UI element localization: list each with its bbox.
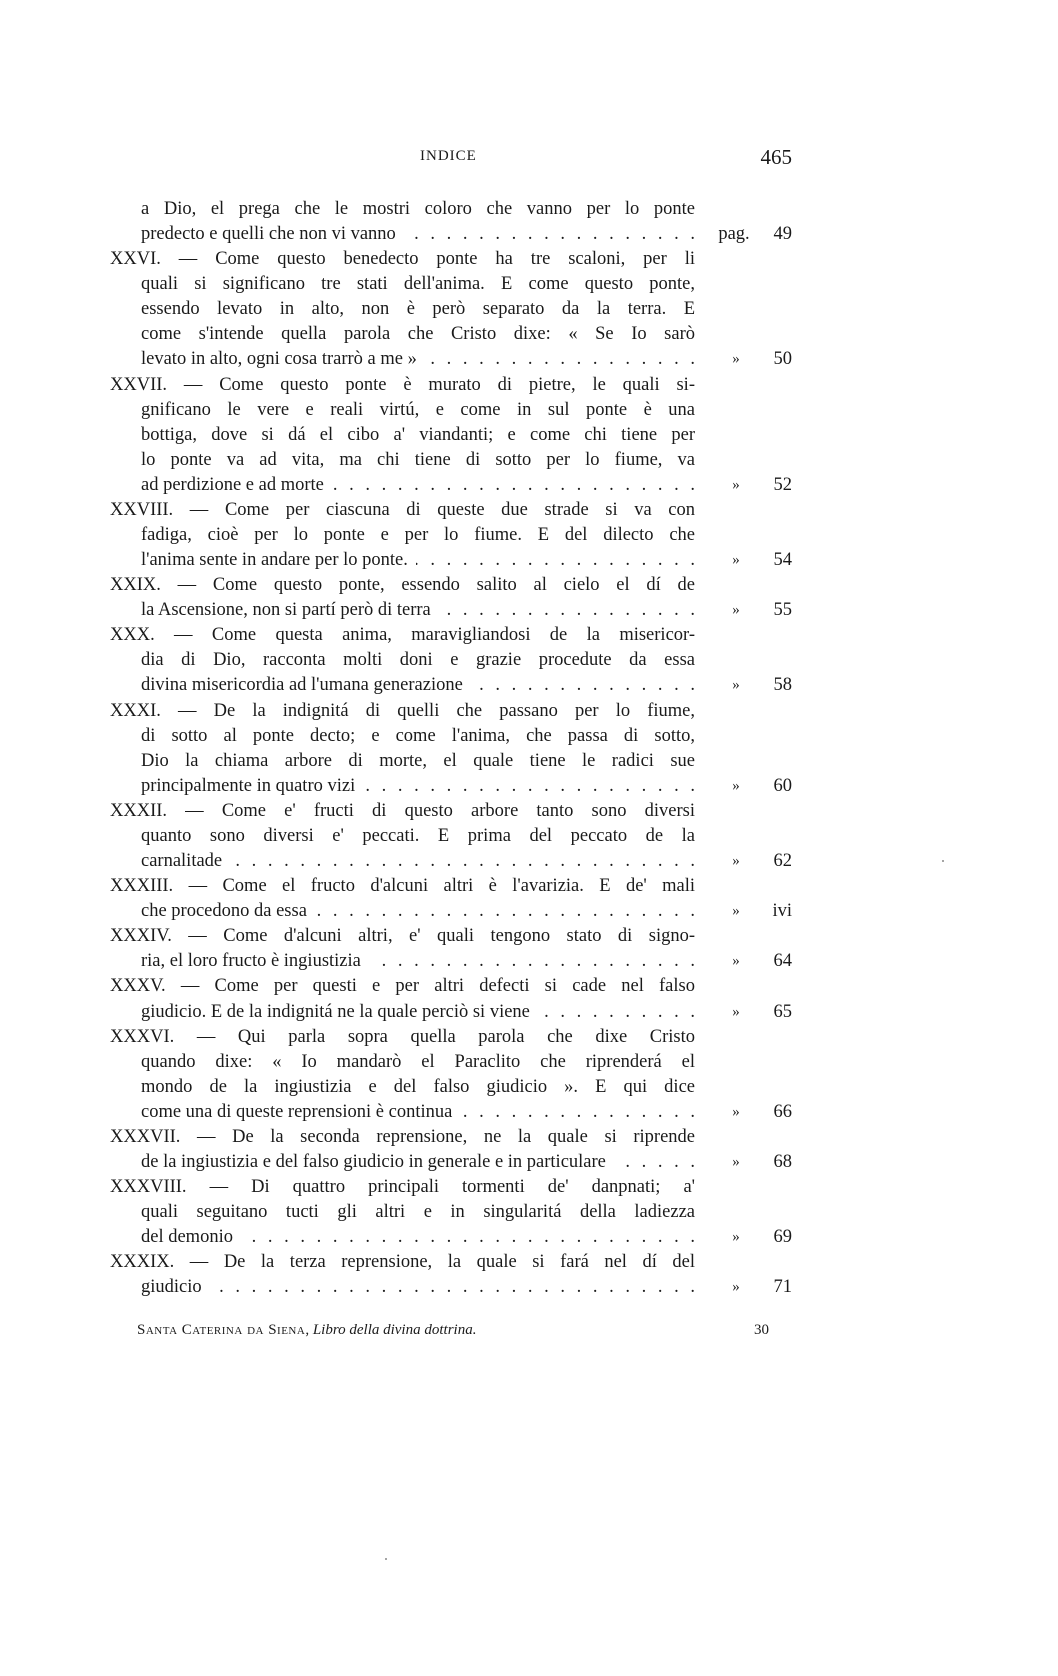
index-entry-line bbox=[110, 1075, 800, 1100]
scan-speck bbox=[385, 1558, 387, 1560]
entry-line-text: Come questo benedecto ponte ha tre scaloni, per li bbox=[215, 249, 695, 270]
index-entry-line bbox=[110, 473, 800, 498]
entry-text bbox=[141, 673, 695, 698]
entry-text bbox=[141, 448, 695, 473]
entry-text bbox=[110, 1125, 695, 1150]
entry-line-text: ad perdizione e ad morte bbox=[141, 474, 324, 495]
entry-page-number: 69 bbox=[773, 1227, 792, 1248]
running-head bbox=[0, 145, 1058, 171]
entry-text bbox=[110, 373, 695, 398]
index-entry-line bbox=[110, 297, 800, 322]
entry-text bbox=[141, 523, 695, 548]
index-entry-line bbox=[110, 423, 800, 448]
index-entry-line bbox=[110, 974, 800, 999]
entry-page-number: 54 bbox=[773, 550, 792, 571]
entry-text bbox=[110, 573, 695, 598]
footer-author: Santa Caterina da Siena bbox=[137, 1322, 306, 1338]
entry-line-text: divina misericordia ad l'umana generazione bbox=[141, 675, 463, 696]
page-marker: » bbox=[732, 953, 740, 970]
page-marker: » bbox=[732, 1103, 740, 1120]
entry-line-text: la Ascensione, non si partí però di terra bbox=[141, 600, 431, 621]
dot-leader bbox=[439, 598, 695, 623]
index-entry-line bbox=[110, 1100, 800, 1125]
entry-page-number: 71 bbox=[773, 1277, 792, 1298]
index-entry-line bbox=[110, 573, 800, 598]
running-head-title: INDICE bbox=[420, 148, 477, 164]
page-marker: » bbox=[732, 476, 740, 493]
index-entry-line bbox=[110, 1050, 800, 1075]
chapter-number: XXXV. — bbox=[110, 976, 200, 997]
entry-line-text: Come per ciascuna di queste due strade si va con bbox=[224, 499, 696, 520]
index-entry-line bbox=[110, 523, 800, 548]
chapter-number: XXXIX. — bbox=[110, 1252, 209, 1273]
page-number: 465 bbox=[760, 145, 792, 169]
page-marker: » bbox=[732, 552, 740, 569]
index-entry-line bbox=[110, 272, 800, 297]
dot-leader bbox=[425, 347, 695, 372]
entry-page-number: 49 bbox=[773, 224, 792, 245]
index-entry-line bbox=[110, 924, 800, 949]
entry-text bbox=[141, 1000, 695, 1025]
chapter-number: XXVIII. — bbox=[110, 499, 209, 520]
entry-page-number: 50 bbox=[773, 349, 792, 370]
index-entry-line bbox=[110, 322, 800, 347]
entry-line-text: carnalitade bbox=[141, 851, 223, 872]
index-entry-line bbox=[110, 498, 800, 523]
entry-page-number: 65 bbox=[773, 1001, 792, 1022]
entry-text bbox=[110, 799, 695, 824]
chapter-number: XXXI. — bbox=[110, 700, 197, 721]
index-entry-line bbox=[110, 1275, 800, 1300]
entry-line-text: De la seconda reprensione, ne la quale si riprende bbox=[232, 1126, 696, 1147]
index-entry-line bbox=[110, 874, 800, 899]
page-marker: » bbox=[732, 777, 740, 794]
page-marker: » bbox=[732, 351, 740, 368]
entry-line-text: quali si significano tre stati dell'anima. E come questo ponte, bbox=[141, 274, 695, 295]
entry-text bbox=[141, 423, 695, 448]
index-entry-line bbox=[110, 373, 800, 398]
chapter-number: XXXVI. — bbox=[110, 1026, 216, 1047]
dot-leader bbox=[614, 1150, 695, 1175]
index-entry-line bbox=[110, 1000, 800, 1025]
entry-text bbox=[110, 874, 695, 899]
footer-book-title: Libro della divina dottrina. bbox=[312, 1322, 477, 1338]
entry-text bbox=[141, 1050, 695, 1075]
entry-line-text: Di quattro principali tormenti de' danpnati; a' bbox=[251, 1177, 695, 1198]
dot-leader bbox=[460, 1100, 695, 1125]
entry-page-number: 60 bbox=[773, 775, 792, 796]
entry-text bbox=[141, 347, 695, 372]
entry-text bbox=[110, 699, 695, 724]
entry-text bbox=[141, 548, 695, 573]
entry-line-text: mondo de la ingiustizia e del falso giudicio ». E qui dice bbox=[141, 1076, 695, 1097]
index-entry-line bbox=[110, 623, 800, 648]
index-entry-line bbox=[110, 347, 800, 372]
entry-line-text: bottiga, dove si dá el cibo a' viandanti; e come chi tiene per bbox=[141, 424, 695, 445]
entry-page-number: 62 bbox=[773, 851, 792, 872]
entry-line-text: De la terza reprensione, la quale si fará nel dí del bbox=[223, 1252, 696, 1273]
entry-line-text: del demonio bbox=[141, 1227, 233, 1248]
index-entry-line bbox=[110, 699, 800, 724]
entry-line-text: quanto sono diversi e' peccati. E prima del peccato de la bbox=[141, 825, 695, 846]
index-entry-line bbox=[110, 398, 800, 423]
entry-page-number: 68 bbox=[773, 1151, 792, 1172]
dot-leader bbox=[538, 1000, 695, 1025]
entry-text bbox=[110, 1175, 695, 1200]
table-of-contents bbox=[110, 197, 800, 1300]
entry-line-text: di sotto al ponte decto; e come l'anima, che passa di sotto, bbox=[141, 725, 695, 746]
index-entry-line bbox=[110, 899, 800, 924]
dot-leader bbox=[315, 899, 695, 924]
entry-line-text: gnificano le vere e reali virtú, e come in sul ponte è una bbox=[141, 399, 695, 420]
index-entry-line bbox=[110, 774, 800, 799]
scan-speck bbox=[942, 860, 944, 862]
dot-leader bbox=[210, 1275, 695, 1300]
index-entry-line bbox=[110, 222, 800, 247]
dot-leader bbox=[230, 849, 695, 874]
entry-text bbox=[110, 1025, 695, 1050]
index-entry-line bbox=[110, 799, 800, 824]
dot-leader bbox=[416, 548, 695, 573]
entry-line-text: Come questo ponte, essendo salito al cielo el dí de bbox=[212, 575, 695, 596]
entry-line-text: giudicio. E de la indignitá ne la quale perciò si viene bbox=[141, 1001, 530, 1022]
entry-line-text: Come per questi e per altri defecti si cade nel falso bbox=[214, 976, 695, 997]
dot-leader bbox=[404, 222, 695, 247]
entry-text bbox=[110, 498, 695, 523]
entry-text bbox=[141, 1275, 695, 1300]
entry-line-text: Come questa anima, maravigliandosi de la misericor- bbox=[211, 625, 695, 646]
entry-text bbox=[110, 924, 695, 949]
page-marker: » bbox=[732, 1279, 740, 1296]
chapter-number: XXVI. — bbox=[110, 249, 198, 270]
page-marker: pag. bbox=[718, 224, 750, 245]
entry-line-text: lo ponte va ad vita, ma chi tiene di sotto per lo fiume, va bbox=[141, 449, 695, 470]
index-entry-line bbox=[110, 949, 800, 974]
page-marker: » bbox=[732, 1229, 740, 1246]
entry-text bbox=[141, 1100, 695, 1125]
index-entry-line bbox=[110, 1250, 800, 1275]
page-marker: » bbox=[732, 903, 740, 920]
chapter-number: XXXIII. — bbox=[110, 876, 208, 897]
entry-text bbox=[141, 749, 695, 774]
entry-text bbox=[141, 1150, 695, 1175]
entry-line-text: come una di queste reprensioni è continua bbox=[141, 1101, 453, 1122]
entry-text bbox=[141, 222, 695, 247]
index-entry-line bbox=[110, 849, 800, 874]
chapter-number: XXVII. — bbox=[110, 374, 203, 395]
entry-text bbox=[141, 398, 695, 423]
entry-line-text: de la ingiustizia e del falso giudicio in generale e in particulare bbox=[141, 1151, 606, 1172]
entry-line-text: ria, el loro fructo è ingiustizia bbox=[141, 951, 361, 972]
entry-text bbox=[141, 1075, 695, 1100]
index-entry-line bbox=[110, 1025, 800, 1050]
entry-line-text: quando dixe: « Io mandarò el Paraclito che riprenderá el bbox=[141, 1051, 695, 1072]
entry-page-number: 58 bbox=[773, 675, 792, 696]
entry-line-text: dia di Dio, racconta molti doni e grazie procedute da essa bbox=[141, 650, 695, 671]
entry-line-text: De la indignitá di quelli che passano per lo fiume, bbox=[213, 700, 695, 721]
entry-line-text: che procedono da essa bbox=[141, 901, 307, 922]
entry-text bbox=[141, 197, 695, 222]
entry-text bbox=[110, 1250, 695, 1275]
index-entry-line bbox=[110, 247, 800, 272]
entry-page-number: 66 bbox=[773, 1101, 792, 1122]
index-entry-line bbox=[110, 1125, 800, 1150]
entry-line-text: a Dio, el prega che le mostri coloro che vanno per lo ponte bbox=[141, 199, 695, 219]
chapter-number: XXXVIII. — bbox=[110, 1177, 229, 1198]
entry-text bbox=[141, 824, 695, 849]
index-entry-line bbox=[110, 749, 800, 774]
entry-line-text: come s'intende quella parola che Cristo dixe: « Se Io sarò bbox=[141, 324, 695, 345]
entry-text bbox=[141, 648, 695, 673]
dot-leader bbox=[363, 774, 695, 799]
footer-separator: , bbox=[305, 1322, 313, 1338]
entry-line-text: giudicio bbox=[141, 1277, 202, 1298]
page-marker: » bbox=[732, 1153, 740, 1170]
chapter-number: XXX. — bbox=[110, 625, 193, 646]
index-entry-line bbox=[110, 197, 800, 222]
entry-line-text: essendo levato in alto, non è però separato da la terra. E bbox=[141, 299, 695, 320]
entry-text bbox=[141, 1225, 695, 1250]
index-entry-line bbox=[110, 673, 800, 698]
dot-leader bbox=[369, 949, 695, 974]
entry-line-text: l'anima sente in andare per lo ponte. bbox=[141, 550, 408, 571]
entry-line-text: quali seguitano tucti gli altri e in singularitá della ladiezza bbox=[141, 1202, 695, 1223]
entry-line-text: Come el fructo d'alcuni altri è l'avarizia. E de' mali bbox=[222, 876, 696, 897]
index-entry-line bbox=[110, 548, 800, 573]
entry-text bbox=[141, 724, 695, 749]
chapter-number: XXXIV. — bbox=[110, 926, 207, 947]
page-marker: » bbox=[732, 677, 740, 694]
entry-text bbox=[141, 322, 695, 347]
index-entry-line bbox=[110, 724, 800, 749]
entry-line-text: levato in alto, ogni cosa trarrò a me » bbox=[141, 349, 417, 370]
index-entry-line bbox=[110, 1150, 800, 1175]
entry-page-number: 64 bbox=[773, 951, 792, 972]
dot-leader bbox=[471, 673, 695, 698]
entry-line-text: Come d'alcuni altri, e' quali tengono stato di signo- bbox=[223, 926, 696, 947]
entry-line-text: Dio la chiama arbore di morte, el quale tiene le radici sue bbox=[141, 750, 695, 771]
index-entry-line bbox=[110, 1225, 800, 1250]
signature-mark: 30 bbox=[754, 1322, 769, 1338]
entry-page-number: 55 bbox=[773, 600, 792, 621]
entry-text bbox=[141, 949, 695, 974]
index-entry-line bbox=[110, 648, 800, 673]
dot-leader bbox=[241, 1225, 695, 1250]
entry-text bbox=[141, 1200, 695, 1225]
entry-line-text: predecto e quelli che non vi vanno bbox=[141, 224, 396, 245]
index-entry-line bbox=[110, 448, 800, 473]
entry-line-text: Come e' fructi di questo arbore tanto sono diversi bbox=[221, 800, 696, 821]
footer bbox=[137, 1322, 777, 1339]
page-marker: » bbox=[732, 602, 740, 619]
chapter-number: XXIX. — bbox=[110, 575, 197, 596]
entry-text bbox=[141, 774, 695, 799]
entry-line-text: Come questo ponte è murato di pietre, le quali si- bbox=[219, 374, 695, 395]
entry-text bbox=[141, 473, 695, 498]
dot-leader bbox=[332, 473, 695, 498]
page-marker: » bbox=[732, 1003, 740, 1020]
entry-text bbox=[110, 974, 695, 999]
index-entry-line bbox=[110, 824, 800, 849]
index-entry-line bbox=[110, 1175, 800, 1200]
index-entry-line bbox=[110, 1200, 800, 1225]
entry-line-text: fadiga, cioè per lo ponte e per lo fiume. E del dilecto che bbox=[141, 525, 695, 546]
entry-line-text: Qui parla sopra quella parola che dixe Cristo bbox=[237, 1026, 696, 1047]
entry-text bbox=[110, 247, 695, 272]
entry-text bbox=[141, 899, 695, 924]
entry-text bbox=[141, 849, 695, 874]
entry-text bbox=[141, 598, 695, 623]
entry-text bbox=[110, 623, 695, 648]
entry-page-number: 52 bbox=[773, 474, 792, 495]
entry-text bbox=[141, 272, 695, 297]
chapter-number: XXXVII. — bbox=[110, 1126, 216, 1147]
chapter-number: XXXII. — bbox=[110, 800, 204, 821]
index-entry-line bbox=[110, 598, 800, 623]
entry-line-text: principalmente in quatro vizi bbox=[141, 775, 356, 796]
entry-text bbox=[141, 297, 695, 322]
entry-page-number: ivi bbox=[772, 901, 792, 922]
page-marker: » bbox=[732, 853, 740, 870]
